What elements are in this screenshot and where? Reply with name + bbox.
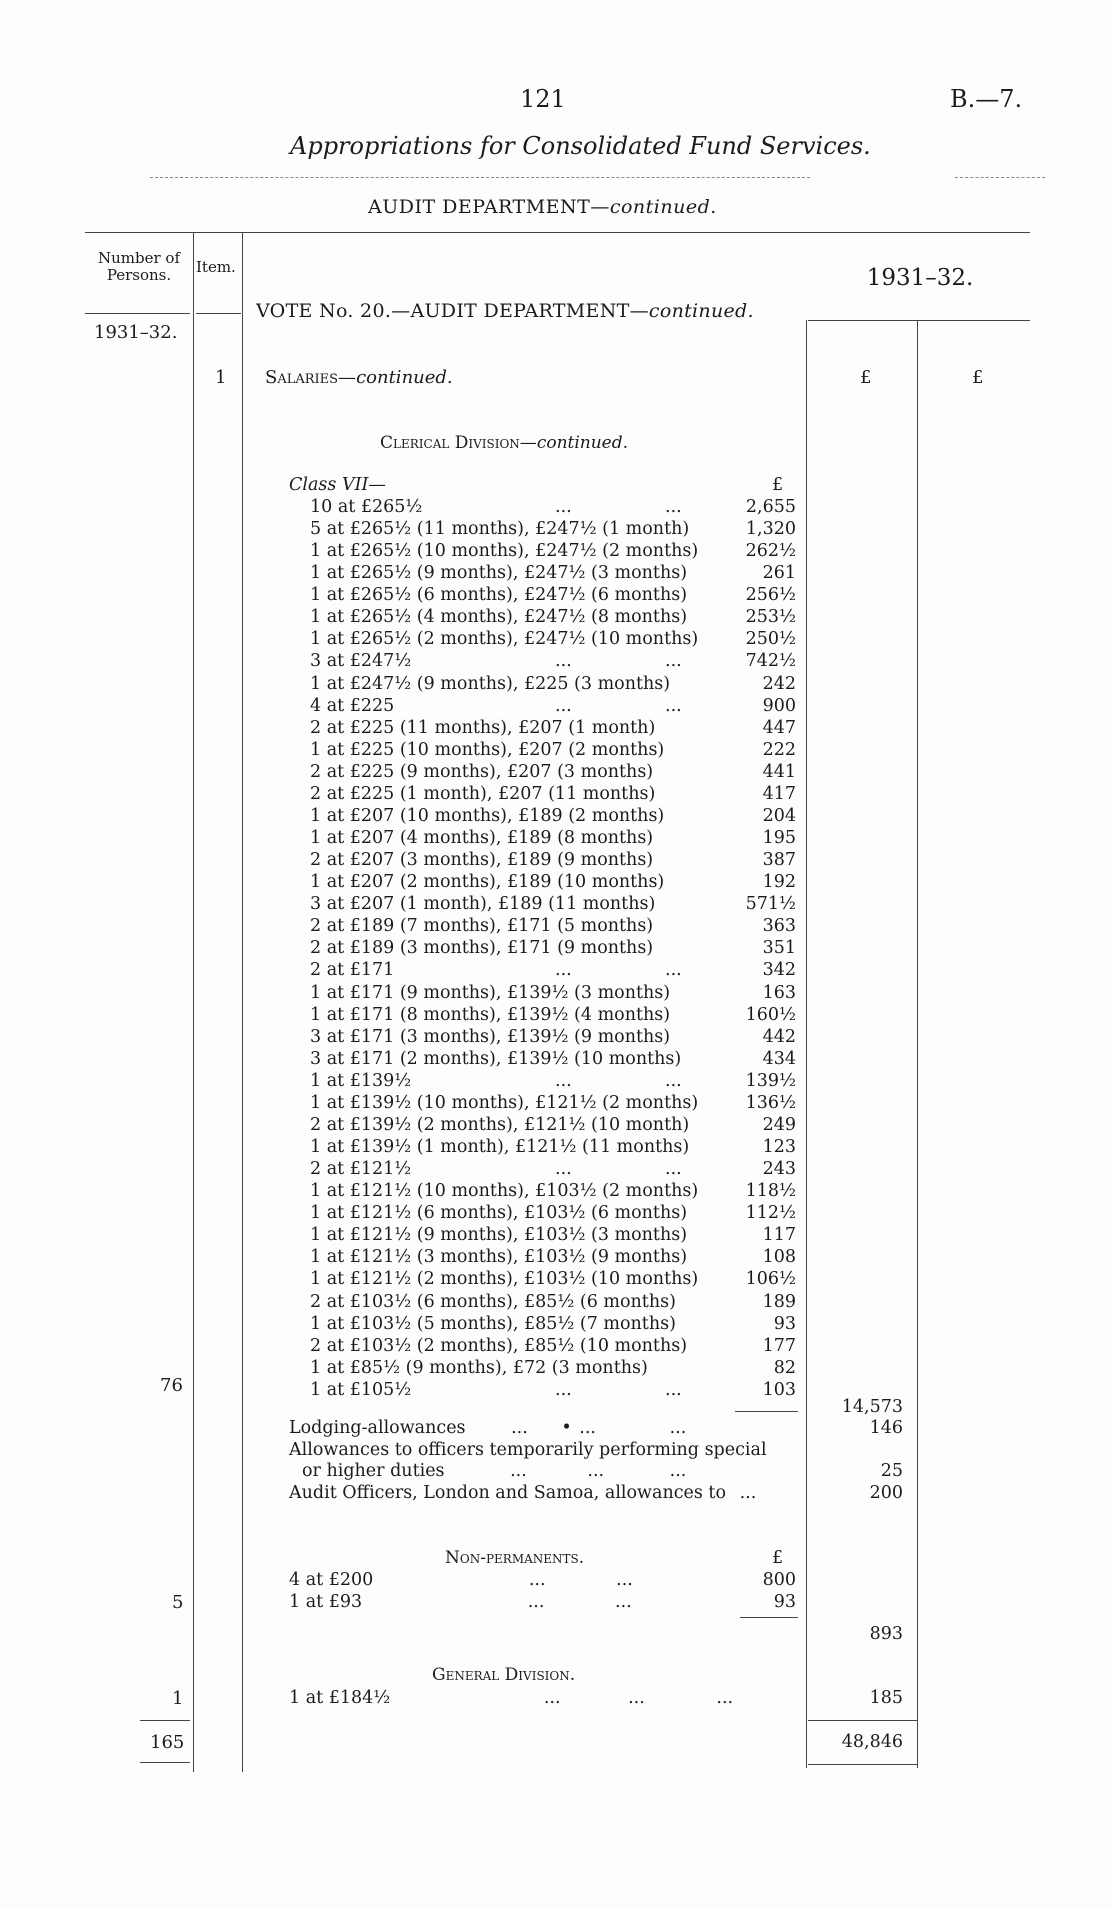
general-division-persons: 1 [172,1688,184,1709]
leader-dots: ... [665,696,682,716]
clerical-row-desc: 10 at £265½ [310,497,423,517]
clerical-row-desc: 2 at £225 (11 months), £207 (1 month) [310,718,656,738]
clerical-row-desc: 1 at £207 (2 months), £189 (10 months) [310,872,665,892]
header-rule-left [150,177,810,178]
leader-dots: ... [511,1418,528,1438]
persons-column-rule [193,232,194,1772]
leader-dots: ... [555,1071,572,1091]
leader-dots: ... [587,1461,605,1481]
header-rule-right [955,177,1045,178]
amount-column-mid-rule [917,320,918,1768]
leader-dots: ... [510,1461,527,1481]
clerical-row-amount: 250½ [745,629,796,649]
vote-title [256,300,754,322]
clerical-row-desc: 1 at £225 (10 months), £207 (2 months) [310,740,665,760]
audit-officers-allowances [289,1483,756,1503]
page-title: Appropriations for Consolidated Fund Services. [290,132,871,160]
clerical-row-amount: 363 [762,916,796,936]
special-duties-allowances: Allowances to officers temporarily performing special [289,1440,767,1460]
document-reference: B.—7. [950,85,1023,113]
pound-sign-col2: £ [972,367,984,388]
leader-dots: ... [579,1418,596,1438]
clerical-row-amount: 118½ [745,1181,796,1201]
clerical-row-amount: 177 [762,1336,796,1356]
vote-title-main: VOTE No. 20.—AUDIT DEPARTMENT— [256,300,649,322]
clerical-row-desc: 1 at £121½ (6 months), £103½ (6 months) [310,1203,688,1223]
clerical-row-amount: 351 [762,938,796,958]
clerical-row-desc: 1 at £85½ (9 months), £72 (3 months) [310,1358,648,1378]
clerical-row-amount: 195 [762,828,796,848]
special-duties-allowances-cont [302,1461,686,1481]
general-division-heading: General Division. [432,1665,576,1685]
number-of-persons-header: Number of Persons. [97,249,180,284]
clerical-row-amount: 123 [762,1137,796,1157]
clerical-row-amount: 192 [762,872,796,892]
leader-dots: ... [555,960,572,980]
amount-header-rule [808,320,1030,321]
clerical-row-desc: 3 at £247½ [310,651,412,671]
non-permanent-row-2 [289,1592,632,1612]
clerical-row-desc: 3 at £171 (3 months), £139½ (9 months) [310,1027,671,1047]
clerical-row-desc: 2 at £207 (3 months), £189 (9 months) [310,850,654,870]
persons-total-rule-bottom [140,1762,190,1763]
clerical-row-amount: 571½ [745,894,796,914]
leader-dots: ... [716,1688,734,1708]
clerical-row-amount: 222 [762,740,796,760]
clerical-row-amount: 112½ [745,1203,796,1223]
item-header-rule [196,313,241,314]
leader-dots: ... [665,651,682,671]
leader-bullet: • [561,1418,572,1438]
clerical-row-amount: 261 [762,563,796,583]
non-permanent-row-1 [289,1570,633,1590]
leader-dots: ... [669,1461,687,1481]
clerical-row-amount: 189 [762,1292,796,1312]
year-column-header: 1931–32. [866,265,974,291]
persons-year-label: 1931–32. [94,322,178,343]
special-duties-amount: 25 [880,1461,903,1481]
leader-dots: ... [665,1071,682,1091]
item-header: Item. [196,258,236,276]
pound-sign-col1: £ [860,367,872,388]
clerical-row-desc: 1 at £139½ [310,1071,412,1091]
clerical-row-amount: 117 [762,1225,796,1245]
clerical-division-text: Clerical Division— [380,433,537,453]
clerical-row-desc: 2 at £225 (1 month), £207 (11 months) [310,784,656,804]
amount-column-left-rule [806,320,807,1768]
clerical-row-desc: 1 at £171 (8 months), £139½ (4 months) [310,1005,671,1025]
leader-dots: ... [555,497,572,517]
clerical-row-desc: 2 at £171 [310,960,395,980]
clerical-row-desc: 1 at £207 (10 months), £189 (2 months) [310,806,665,826]
non-permanents-heading: Non-permanents. [445,1548,585,1568]
non-permanent-row-1-amount: 800 [762,1570,796,1590]
clerical-row-desc: 1 at £265½ (10 months), £247½ (2 months) [310,541,699,561]
department-continued: continued. [609,196,717,218]
amount-total-rule-bottom [808,1764,918,1765]
lodging-allowances-amount: 146 [869,1418,903,1438]
lodging-allowances-label: Lodging-allowances [289,1418,466,1438]
clerical-row-amount: 262½ [745,541,796,561]
clerical-row-amount: 163 [762,983,796,1003]
amount-total-rule-top [808,1720,918,1721]
clerical-row-amount: 82 [773,1358,796,1378]
non-permanent-row-1-desc: 4 at £200 [289,1570,374,1590]
clerical-row-amount: 434 [762,1049,796,1069]
clerical-row-amount: 243 [762,1159,796,1179]
leader-dots: ... [665,960,682,980]
clerical-row-desc: 1 at £171 (9 months), £139½ (3 months) [310,983,671,1003]
clerical-row-desc: 3 at £207 (1 month), £189 (11 months) [310,894,656,914]
non-permanents-persons: 5 [172,1592,184,1613]
clerical-row-amount: 1,320 [745,519,796,539]
salaries-text: Salaries— [265,367,357,388]
clerical-row-amount: 900 [762,696,796,716]
leader-dots: ... [739,1483,757,1503]
clerical-row-desc: 2 at £121½ [310,1159,412,1179]
clerical-row-desc: 3 at £171 (2 months), £139½ (10 months) [310,1049,682,1069]
clerical-row-amount: 342 [762,960,796,980]
clerical-row-desc: 1 at £105½ [310,1380,412,1400]
leader-dots: ... [543,1688,561,1708]
clerical-row-desc: 1 at £265½ (9 months), £247½ (3 months) [310,563,688,583]
clerical-row-desc: 1 at £207 (4 months), £189 (8 months) [310,828,654,848]
persons-total-rule-top [140,1720,190,1721]
clerical-row-desc: 5 at £265½ (11 months), £247½ (1 month) [310,519,690,539]
clerical-row-amount: 136½ [745,1093,796,1113]
clerical-row-desc: 1 at £139½ (1 month), £121½ (11 months) [310,1137,690,1157]
audit-officers-label: Audit Officers, London and Samoa, allowances to [289,1483,727,1503]
leader-dots: ... [669,1418,687,1438]
leader-dots: ... [665,1159,682,1179]
general-division-amount: 185 [869,1688,903,1708]
page-number: 121 [520,85,566,113]
audit-officers-amount: 200 [869,1483,903,1503]
clerical-row-amount: 447 [762,718,796,738]
clerical-row-desc: 1 at £139½ (10 months), £121½ (2 months) [310,1093,699,1113]
table-top-rule [85,232,1030,233]
leader-dots: ... [528,1570,546,1590]
non-permanents-total: 893 [869,1624,903,1644]
clerical-row-amount: 160½ [745,1005,796,1025]
clerical-row-desc: 1 at £121½ (10 months), £103½ (2 months) [310,1181,699,1201]
leader-dots: ... [665,1380,682,1400]
clerical-row-desc: 1 at £265½ (2 months), £247½ (10 months) [310,629,699,649]
total-persons: 165 [150,1732,185,1753]
clerical-row-amount: 249 [762,1115,796,1135]
clerical-row-desc: 2 at £189 (7 months), £171 (5 months) [310,916,654,936]
clerical-row-amount: 242 [762,674,796,694]
clerical-row-amount: 103 [762,1380,796,1400]
leader-dots: ... [555,651,572,671]
clerical-row-amount: 204 [762,806,796,826]
clerical-row-desc: 1 at £265½ (4 months), £247½ (8 months) [310,607,688,627]
clerical-row-desc: 4 at £225 [310,696,395,716]
item-number: 1 [215,367,227,388]
clerical-pound-sign: £ [772,475,784,495]
clerical-row-desc: 2 at £103½ (6 months), £85½ (6 months) [310,1292,676,1312]
clerical-row-desc: 1 at £121½ (9 months), £103½ (3 months) [310,1225,688,1245]
salaries-label [265,367,453,388]
leader-dots: ... [615,1592,632,1612]
clerical-row-amount: 417 [762,784,796,804]
clerical-subtotal: 14,573 [841,1397,903,1417]
item-column-rule [242,232,243,1772]
leader-dots: ... [555,1159,572,1179]
leader-dots: ... [527,1592,545,1612]
clerical-row-desc: 1 at £247½ (9 months), £225 (3 months) [310,674,671,694]
clerical-row-amount: 106½ [745,1269,796,1289]
clerical-row-desc: 2 at £189 (3 months), £171 (9 months) [310,938,654,958]
clerical-row-amount: 108 [762,1247,796,1267]
general-division-row [289,1688,733,1708]
total-amount: 48,846 [841,1732,903,1752]
class-label: Class VII— [289,475,386,495]
clerical-row-desc: 1 at £103½ (5 months), £85½ (7 months) [310,1314,676,1334]
general-division-desc: 1 at £184½ [289,1688,391,1708]
salaries-continued: continued. [356,367,453,388]
clerical-row-desc: 1 at £121½ (2 months), £103½ (10 months) [310,1269,699,1289]
non-permanents-pound-sign: £ [772,1548,784,1568]
clerical-row-desc: 2 at £139½ (2 months), £121½ (10 month) [310,1115,690,1135]
leader-dots: ... [555,696,572,716]
clerical-row-desc: 2 at £103½ (2 months), £85½ (10 months) [310,1336,688,1356]
clerical-division-heading [380,433,628,453]
clerical-persons: 76 [160,1375,183,1396]
clerical-row-desc: 2 at £225 (9 months), £207 (3 months) [310,762,654,782]
clerical-row-amount: 256½ [745,585,796,605]
lodging-allowances [289,1418,686,1438]
non-permanent-row-2-amount: 93 [773,1592,796,1612]
clerical-row-desc: 1 at £265½ (6 months), £247½ (6 months) [310,585,688,605]
leader-dots: ... [555,1380,572,1400]
clerical-row-amount: 387 [762,850,796,870]
clerical-row-amount: 253½ [745,607,796,627]
clerical-row-amount: 139½ [745,1071,796,1091]
clerical-division-continued: continued. [536,433,629,453]
leader-dots: ... [665,497,682,517]
clerical-row-amount: 441 [762,762,796,782]
department-name: AUDIT DEPARTMENT— [368,196,610,218]
non-permanent-row-2-desc: 1 at £93 [289,1592,363,1612]
leader-dots: ... [616,1570,633,1590]
persons-header-rule [85,313,190,314]
clerical-row-amount: 2,655 [745,497,796,517]
non-permanents-rule [740,1617,798,1618]
vote-title-continued: continued. [648,300,754,322]
clerical-row-amount: 93 [773,1314,796,1334]
clerical-subtotal-rule [735,1411,798,1412]
clerical-row-amount: 742½ [745,651,796,671]
department-heading [368,196,717,218]
clerical-row-amount: 442 [762,1027,796,1047]
leader-dots: ... [628,1688,645,1708]
clerical-row-desc: 1 at £121½ (3 months), £103½ (9 months) [310,1247,688,1267]
special-duties-label: or higher duties [302,1461,445,1481]
